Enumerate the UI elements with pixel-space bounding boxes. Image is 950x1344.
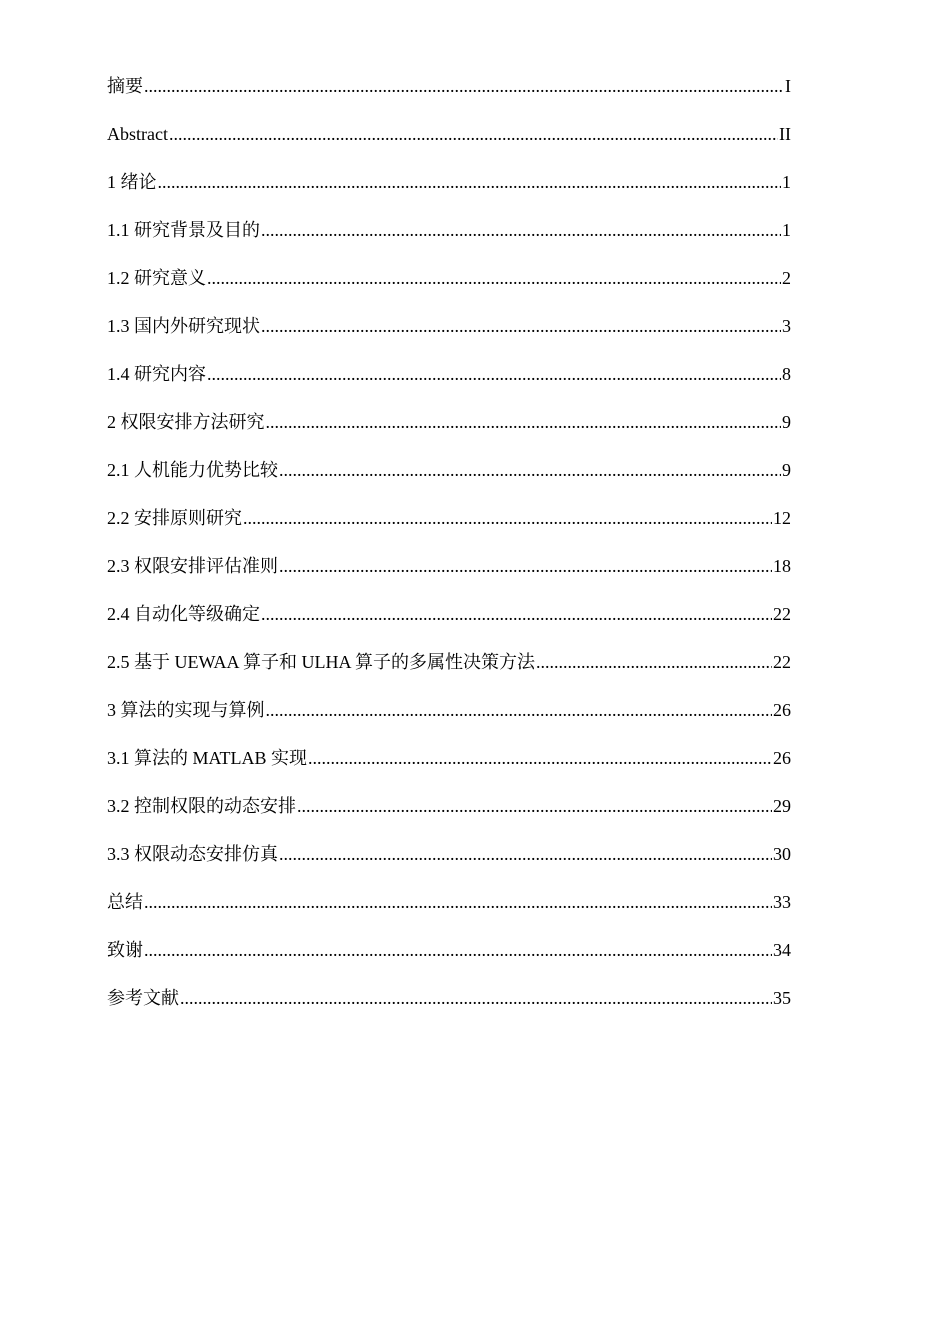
toc-dot-leader bbox=[144, 62, 784, 110]
toc-page-number: 26 bbox=[773, 748, 791, 768]
toc-dot-leader bbox=[279, 446, 781, 494]
toc-dot-leader bbox=[180, 974, 772, 1022]
toc-entry-title: 3.2 控制权限的动态安排 bbox=[107, 796, 296, 816]
toc-entry-title: 2 权限安排方法研究 bbox=[107, 412, 265, 432]
toc-entry-section-3-3[interactable] bbox=[107, 830, 791, 878]
toc-dot-leader bbox=[308, 734, 772, 782]
toc-page-number: 1 bbox=[782, 172, 791, 192]
toc-entry-title: 致谢 bbox=[107, 940, 143, 960]
toc-entry-summary[interactable] bbox=[107, 878, 791, 926]
toc-page-number: 30 bbox=[773, 844, 791, 864]
toc-dot-leader bbox=[266, 398, 782, 446]
toc-page-number: I bbox=[785, 76, 791, 96]
toc-entry-title: 1.2 研究意义 bbox=[107, 268, 206, 288]
toc-page-number: 33 bbox=[773, 892, 791, 912]
toc-dot-leader bbox=[297, 782, 772, 830]
toc-dot-leader bbox=[207, 254, 781, 302]
toc-dot-leader bbox=[261, 206, 781, 254]
toc-dot-leader bbox=[158, 158, 782, 206]
table-of-contents bbox=[107, 62, 791, 1022]
toc-page-number: 22 bbox=[773, 604, 791, 624]
toc-entry-title: 2.3 权限安排评估准则 bbox=[107, 556, 278, 576]
toc-entry-section-2-5[interactable] bbox=[107, 638, 791, 686]
toc-entry-section-3-1[interactable] bbox=[107, 734, 791, 782]
toc-dot-leader bbox=[261, 590, 772, 638]
toc-dot-leader bbox=[261, 302, 781, 350]
toc-entry-title: 摘要 bbox=[107, 76, 143, 96]
toc-dot-leader bbox=[169, 110, 778, 158]
toc-dot-leader bbox=[207, 350, 781, 398]
toc-entry-section-2-3[interactable] bbox=[107, 542, 791, 590]
toc-entry-title: 1.1 研究背景及目的 bbox=[107, 220, 260, 240]
toc-page-number: 29 bbox=[773, 796, 791, 816]
toc-entry-section-2-1[interactable] bbox=[107, 446, 791, 494]
toc-entry-title: 2.1 人机能力优势比较 bbox=[107, 460, 278, 480]
toc-page-number: 18 bbox=[773, 556, 791, 576]
toc-dot-leader bbox=[243, 494, 772, 542]
toc-entry-abstract-cn[interactable] bbox=[107, 62, 791, 110]
toc-entry-title: 3 算法的实现与算例 bbox=[107, 700, 265, 720]
toc-entry-abstract-en[interactable] bbox=[107, 110, 791, 158]
toc-entry-title: 参考文献 bbox=[107, 988, 179, 1008]
toc-page-number: 1 bbox=[782, 220, 791, 240]
toc-dot-leader bbox=[279, 542, 772, 590]
toc-dot-leader bbox=[266, 686, 773, 734]
toc-dot-leader bbox=[144, 926, 772, 974]
toc-entry-title: 3.1 算法的 MATLAB 实现 bbox=[107, 748, 308, 768]
toc-page-number: 8 bbox=[782, 364, 791, 384]
toc-entry-section-3-2[interactable] bbox=[107, 782, 791, 830]
toc-entry-chapter-3[interactable] bbox=[107, 686, 791, 734]
toc-entry-section-1-1[interactable] bbox=[107, 206, 791, 254]
toc-entry-title: 2.2 安排原则研究 bbox=[107, 508, 242, 528]
toc-entry-title: 2.4 自动化等级确定 bbox=[107, 604, 260, 624]
toc-page-number: 9 bbox=[782, 412, 791, 432]
toc-dot-leader bbox=[536, 638, 772, 686]
toc-page-number: 2 bbox=[782, 268, 791, 288]
toc-entry-acknowledgements[interactable] bbox=[107, 926, 791, 974]
toc-page-number: II bbox=[779, 124, 791, 144]
toc-entry-section-1-3[interactable] bbox=[107, 302, 791, 350]
toc-entry-chapter-2[interactable] bbox=[107, 398, 791, 446]
toc-page-number: 35 bbox=[773, 988, 791, 1008]
toc-entry-section-2-4[interactable] bbox=[107, 590, 791, 638]
toc-entry-section-1-2[interactable] bbox=[107, 254, 791, 302]
toc-page-number: 22 bbox=[773, 652, 791, 672]
toc-entry-title: 1.3 国内外研究现状 bbox=[107, 316, 260, 336]
toc-page-number: 34 bbox=[773, 940, 791, 960]
toc-dot-leader bbox=[144, 878, 772, 926]
toc-entry-references[interactable] bbox=[107, 974, 791, 1022]
toc-page-number: 3 bbox=[782, 316, 791, 336]
toc-entry-title: 总结 bbox=[107, 892, 143, 912]
toc-page-number: 26 bbox=[773, 700, 791, 720]
toc-entry-chapter-1[interactable] bbox=[107, 158, 791, 206]
toc-entry-title: 1.4 研究内容 bbox=[107, 364, 206, 384]
toc-entry-title: 2.5 基于 UEWAA 算子和 ULHA 算子的多属性决策方法 bbox=[107, 652, 535, 672]
toc-entry-section-2-2[interactable] bbox=[107, 494, 791, 542]
toc-page-number: 9 bbox=[782, 460, 791, 480]
toc-entry-title: Abstract bbox=[107, 124, 168, 144]
toc-page-number: 12 bbox=[773, 508, 791, 528]
toc-entry-title: 3.3 权限动态安排仿真 bbox=[107, 844, 278, 864]
toc-entry-title: 1 绪论 bbox=[107, 172, 157, 192]
toc-dot-leader bbox=[279, 830, 772, 878]
toc-entry-section-1-4[interactable] bbox=[107, 350, 791, 398]
